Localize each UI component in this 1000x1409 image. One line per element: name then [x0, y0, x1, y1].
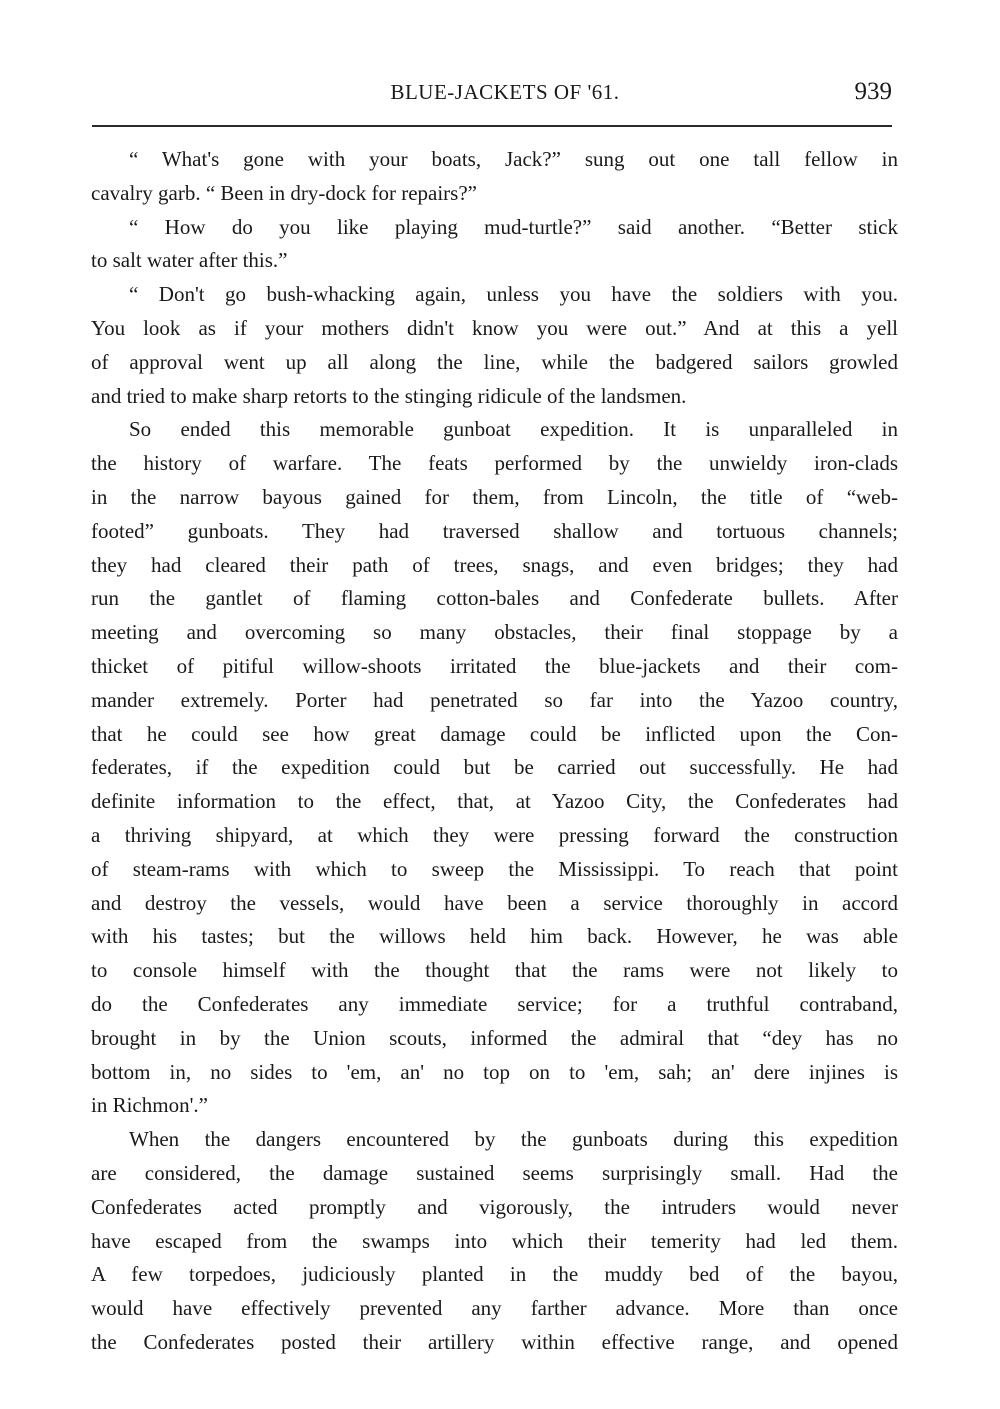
text-line: So ended this memorable gunboat expedition. It is unparalleled in	[129, 417, 898, 442]
running-head	[92, 78, 898, 110]
paragraph	[91, 1123, 898, 1360]
text-line: would have effectively prevented any farther advance. More than once	[91, 1296, 898, 1321]
paragraph	[91, 143, 898, 211]
text-line: “ How do you like playing mud-turtle?” said another. “Better stick	[129, 214, 898, 239]
text-line: a thriving shipyard, at which they were pressing forward the construction	[91, 822, 898, 847]
paragraph	[91, 211, 898, 279]
text-line: “ What's gone with your boats, Jack?” sung out one tall fellow in	[129, 147, 898, 171]
text-line: “ Don't go bush-whacking again, unless you have the soldiers with you.	[129, 282, 898, 307]
body-text	[91, 143, 898, 1360]
text-line: Confederates acted promptly and vigorously, the intruders would never	[91, 1194, 898, 1219]
page-number: 939	[854, 78, 892, 105]
text-line: thicket of pitiful willow-shoots irritated the blue-jackets and their com-	[91, 653, 898, 678]
text-line: of approval went up all along the line, while the badgered sailors growled	[91, 349, 898, 374]
text-line: in the narrow bayous gained for them, from Lincoln, the title of “web-	[91, 484, 898, 509]
text-line: that he could see how great damage could be inflicted upon the Con-	[91, 721, 898, 746]
text-line: cavalry garb. “ Been in dry-dock for repairs?”	[91, 180, 477, 205]
text-line: mander extremely. Porter had penetrated so far into the Yazoo country,	[91, 687, 898, 712]
running-title: BLUE-JACKETS OF '61.	[390, 80, 620, 104]
text-line: run the gantlet of flaming cotton-bales and Confederate bullets. After	[91, 586, 898, 611]
text-line: with his tastes; but the willows held him back. However, he was able	[91, 924, 898, 949]
text-line: footed” gunboats. They had traversed shallow and tortuous channels;	[91, 518, 898, 543]
text-line: When the dangers encountered by the gunboats during this expedition	[129, 1127, 898, 1152]
text-line: meeting and overcoming so many obstacles, their final stoppage by a	[91, 620, 898, 645]
text-line: federates, if the expedition could but be carried out successfully. He had	[91, 755, 898, 780]
text-line: they had cleared their path of trees, snags, and even bridges; they had	[91, 552, 898, 577]
text-line: are considered, the damage sustained seems surprisingly small. Had the	[91, 1160, 898, 1185]
text-line: definite information to the effect, that, at Yazoo City, the Confederates had	[91, 789, 898, 814]
text-line: A few torpedoes, judiciously planted in the muddy bed of the bayou,	[91, 1262, 898, 1287]
paragraph	[91, 278, 898, 413]
paragraph	[91, 413, 898, 1123]
text-line: and tried to make sharp retorts to the stinging ridicule of the landsmen.	[91, 383, 687, 408]
text-line: have escaped from the swamps into which their temerity had led them.	[91, 1228, 898, 1253]
text-line: the history of warfare. The feats performed by the unwieldy iron-clads	[91, 451, 898, 476]
text-line: to salt water after this.”	[91, 248, 288, 273]
text-line: bottom in, no sides to 'em, an' no top on to 'em, sah; an' dere injines is	[91, 1059, 898, 1084]
text-line: to console himself with the thought that the rams were not likely to	[91, 958, 898, 983]
text-line: the Confederates posted their artillery within effective range, and opened	[91, 1329, 898, 1354]
text-line: of steam-rams with which to sweep the Mississippi. To reach that point	[91, 856, 898, 881]
text-line: do the Confederates any immediate service; for a truthful contraband,	[91, 991, 898, 1016]
text-line: You look as if your mothers didn't know you were out.” And at this a yell	[91, 315, 898, 340]
text-line: and destroy the vessels, would have been a service thoroughly in accord	[91, 890, 898, 915]
header-rule	[92, 125, 892, 127]
text-line: in Richmon'.”	[91, 1093, 208, 1118]
text-line: brought in by the Union scouts, informed the admiral that “dey has no	[91, 1025, 898, 1050]
